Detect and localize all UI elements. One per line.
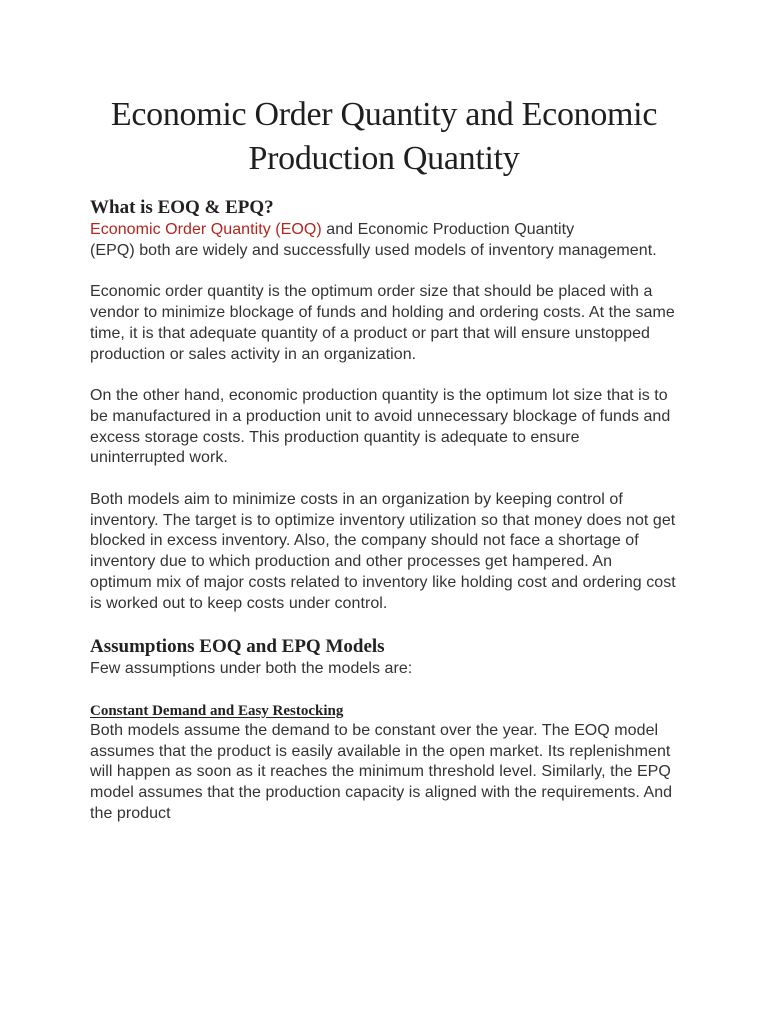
document-title	[90, 93, 678, 181]
subsection-heading-constant-demand: Constant Demand and Easy Restocking	[90, 702, 344, 719]
intro-text-rest: (EPQ) both are widely and successfully used models of inventory management.	[90, 241, 657, 259]
section-heading-assumptions: Assumptions EOQ and EPQ Models	[90, 636, 385, 658]
paragraph-eoq-definition: Economic order quantity is the optimum order size that should be placed with a vendor to minimize blockage of funds and holding and ordering costs. At the same time, it is that adequate quantity of a product or part that will ensure unstopped production or sales activity in an organization.	[90, 283, 675, 363]
eoq-link[interactable]: Economic Order Quantity (EOQ)	[90, 221, 322, 238]
title-line-2: Production Quantity	[248, 140, 520, 177]
intro-text-line1: and Economic Production Quantity	[321, 221, 575, 238]
section-heading-what-is: What is EOQ & EPQ?	[90, 197, 274, 218]
paragraph-constant-demand: Both models assume the demand to be constant over the year. The EOQ model assumes that the product is easily available in the open market. Its replenishment will happen as soon as it reaches the minimum threshold level. Similarly, the EPQ model assumes that the production capacity is aligned with the requirements. And the product	[90, 721, 673, 822]
paragraph-epq-definition: On the other hand, economic production quantity is the optimum lot size that is to be manufactured in a production unit to avoid unnecessary blockage of funds and excess storage costs. This production quantity is adequate to ensure uninterrupted work.	[90, 387, 671, 467]
paragraph-both-models: Both models aim to minimize costs in an organization by keeping control of inventory. The target is to optimize inventory utilization so that money does not get blocked in excess inventory. Also, the company should not face a shortage of inventory due to which production and other processes get hampered. An optimum mix of major costs related to inventory like holding cost and ordering cost is worked out to keep costs under control.	[90, 491, 676, 612]
title-line-1: Economic Order Quantity and Economic	[110, 96, 658, 133]
assumptions-intro: Few assumptions under both the models are:	[90, 660, 413, 678]
intro-paragraph	[90, 220, 678, 261]
